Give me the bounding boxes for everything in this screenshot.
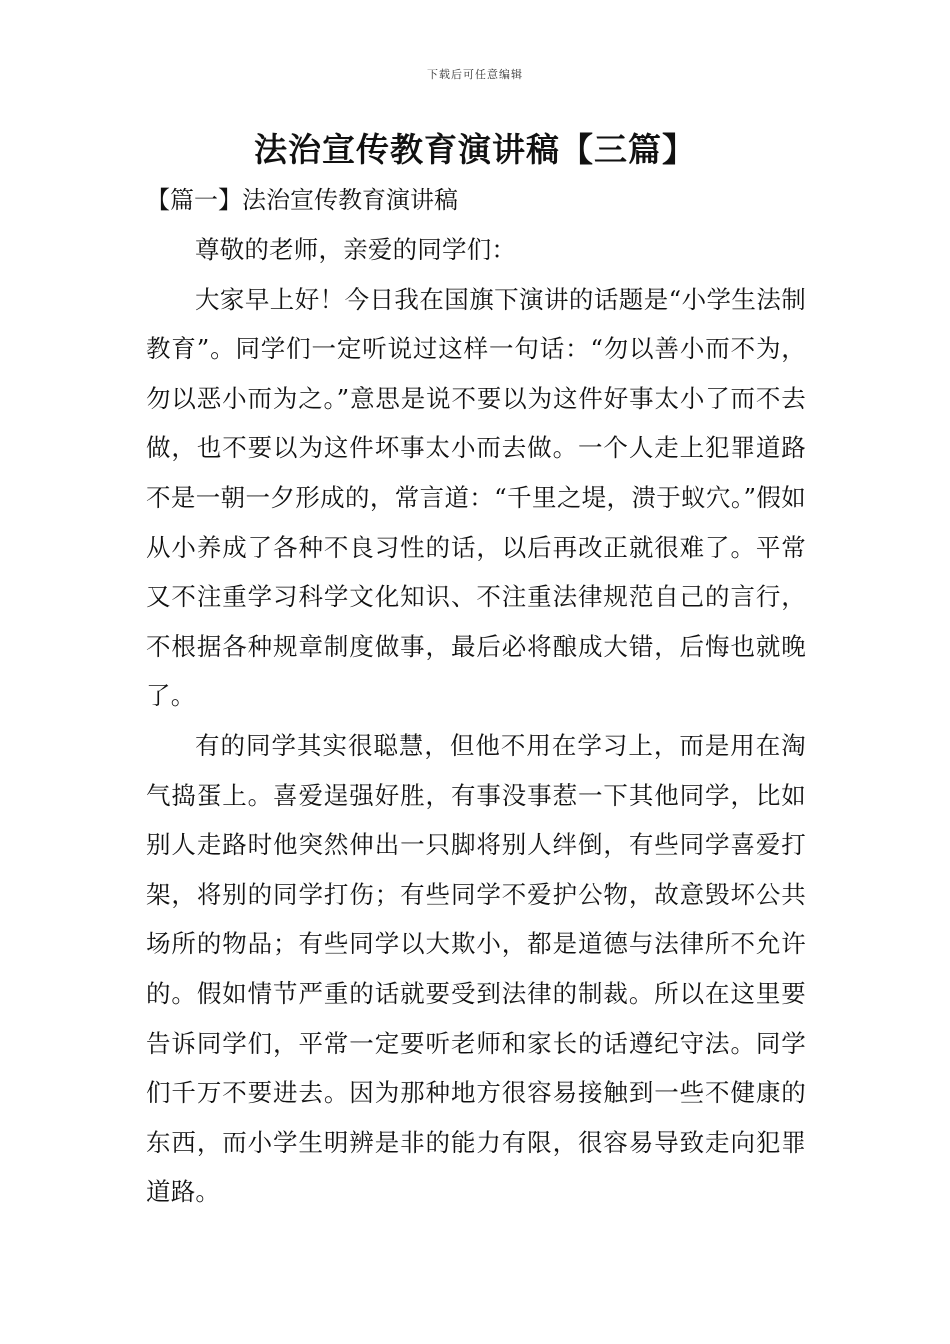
section-heading: 【篇一】法治宣传教育演讲稿: [146, 186, 458, 214]
document-title: 法治宣传教育演讲稿【三篇】: [254, 130, 696, 169]
body-paragraph-1: 大家早上好！今日我在国旗下演讲的话题是“小学生法制教育”。同学们一定听说过这样一句话：“勿以善小而不为，勿以恶小而为之。”意思是说不要以为这件好事太小了而不去做，也不要以为这件坏事太小而去做。一个人走上犯罪道路不是一朝一夕形成的，常言道：“千里之堤，溃于蚁穴。”假如从小养成了各种不良习性的话，以后再改正就很难了。平常又不注重学习科学文化知识、不注重法律规范自己的言行，不根据各种规章制度做事，最后必将酿成大错，后悔也就晚了。: [146, 284, 806, 711]
salutation-paragraph: 尊敬的老师，亲爱的同学们：: [195, 235, 517, 264]
body-paragraph-2: 有的同学其实很聪慧，但他不用在学习上，而是用在淘气捣蛋上。喜爱逞强好胜，有事没事惹一下其他同学，比如别人走路时他突然伸出一只脚将别人绊倒，有些同学喜爱打架，将别的同学打伤；有些同学不爱护公物，故意毁坏公共场所的物品；有些同学以大欺小，都是道德与法律所不允许的。假如情节严重的话就要受到法律的制裁。所以在这里要告诉同学们，平常一定要听老师和家长的话遵纪守法。同学们千万不要进去。因为那种地方很容易接触到一些不健康的东西，而小学生明辨是非的能力有限，很容易导致走向犯罪道路。: [146, 730, 806, 1207]
document-body: [146, 225, 806, 1217]
header-note: 下载后可任意编辑: [427, 68, 523, 81]
